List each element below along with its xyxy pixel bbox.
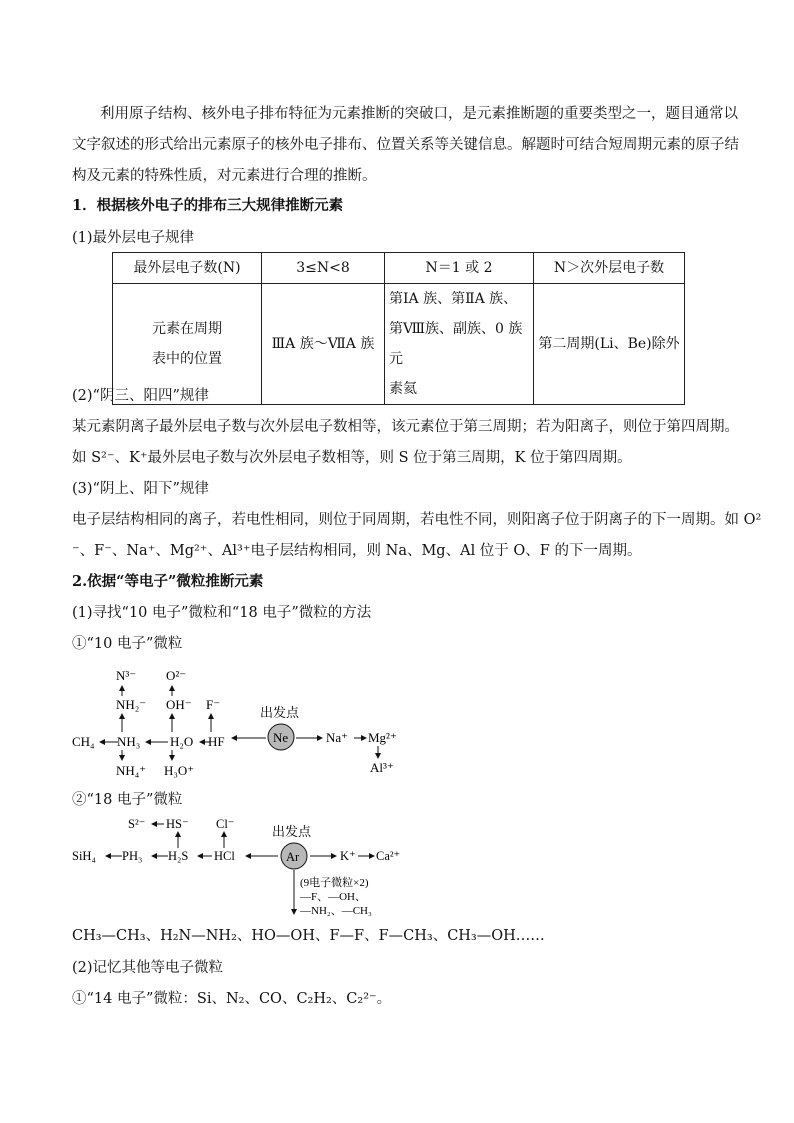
- na-label: Na⁺: [326, 730, 349, 745]
- sub2-text-2: 如 S²⁻、K⁺最外层电子数与次外层电子数相等，则 S 位于第三周期，K 位于第四周期。: [72, 450, 632, 466]
- ch4-label: CH₄: [72, 734, 95, 749]
- cell2-line2: 第Ⅷ族、副族、0 族元: [389, 321, 523, 367]
- table-header-col2: N＝1 或 2: [385, 253, 534, 284]
- label-18-electron: ②“18 电子”微粒: [72, 792, 183, 808]
- label-14-electron: ①“14 电子”微粒：Si、N₂、CO、C₂H₂、C₂²⁻。: [72, 991, 392, 1007]
- ten-electron-diagram: [60, 660, 420, 780]
- nh2-label: NH₂⁻: [116, 697, 147, 712]
- h3o-label: H₃O⁺: [164, 763, 195, 778]
- hs-label: HS⁻: [166, 817, 189, 831]
- section2-sub2: (2)记忆其他等电子微粒: [72, 960, 224, 976]
- h2s-label: H₂S: [168, 849, 189, 863]
- table-cell-1: ⅢA 族～ⅦA 族: [262, 284, 385, 405]
- table-header-col3: N＞次外层电子数: [534, 253, 685, 284]
- section1-sub2: (2)“阴三、阳四”规律: [72, 388, 209, 404]
- s2-label: S²⁻: [128, 817, 146, 831]
- note-groups-2: —NH₂、—CH₃: [300, 905, 372, 917]
- start-label-18: 出发点: [272, 824, 312, 839]
- table-cell-3: 第二周期(Li、Be)除外: [534, 284, 685, 405]
- table-header-label: 最外层电子数(N): [113, 253, 262, 284]
- sub3-text-1: 电子层结构相同的离子，若电性相同，则位于同周期，若电性不同，则阳离子位于阴离子的下一周期。如 O²: [72, 512, 762, 528]
- cell2-line3: 素氦: [389, 381, 417, 397]
- section2-heading: 2.依据“等电子”微粒推断元素: [72, 573, 264, 590]
- oh-label: OH⁻: [166, 697, 192, 712]
- label-10-electron: ①“10 电子”微粒: [72, 636, 183, 652]
- intro-line-1: 利用原子结构、核外电子排布特征为元素推断的突破口，是元素推断题的重要类型之一，题目通常以: [100, 106, 738, 122]
- ca-label: Ca²⁺: [376, 849, 401, 863]
- note-groups-1: —F、—OH、: [300, 891, 367, 903]
- examples-18: CH₃—CH₃、H₂N—NH₂、HO—OH、F—F、F—CH₃、CH₃—OH……: [72, 928, 545, 944]
- ph3-label: PH₃: [122, 849, 143, 863]
- intro-line-3: 构及元素的特殊性质，对元素进行合理的推断。: [72, 168, 377, 184]
- table-header-col1: 3≤N<8: [262, 253, 385, 284]
- cl-label: Cl⁻: [216, 817, 235, 831]
- nh4-label: NH₄⁺: [116, 763, 147, 778]
- o2-label: O²⁻: [166, 668, 187, 683]
- h2o-label: H₂O: [170, 734, 194, 749]
- section1-sub3: (3)“阴上、阳下”规律: [72, 481, 209, 497]
- sih4-label: SiH₄: [72, 849, 96, 863]
- start-label-10: 出发点: [260, 705, 300, 720]
- note-9electron: (9电子微粒×2): [300, 877, 369, 889]
- hcl-label: HCl: [214, 849, 235, 863]
- f-label: F⁻: [206, 697, 221, 712]
- ne-label: Ne: [273, 730, 289, 745]
- k-label: K⁺: [340, 849, 356, 863]
- eighteen-electron-diagram: [66, 814, 426, 918]
- section1-sub1: (1)最外层电子规律: [72, 230, 195, 246]
- section2-sub1: (1)寻找“10 电子”微粒和“18 电子”微粒的方法: [72, 605, 372, 621]
- n3-label: N³⁻: [116, 668, 137, 683]
- cell2-line1: 第ⅠA 族、第ⅡA 族、: [389, 291, 518, 307]
- hf-label: HF: [208, 734, 225, 749]
- outer-electron-rule-table: [112, 252, 685, 405]
- sub3-text-2: ⁻、F⁻、Na⁺、Mg²⁺、Al³⁺电子层结构相同，则 Na、Mg、Al 位于 O、F 的下一周期。: [72, 543, 642, 559]
- section1-heading: 1．根据核外电子的排布三大规律推断元素: [72, 197, 344, 214]
- intro-line-2: 文字叙述的形式给出元素原子的核外电子排布、位置关系等关键信息。解题时可结合短周期元素的原子结: [72, 137, 739, 153]
- row-label-line1: 元素在周期: [152, 321, 222, 337]
- row-label-line2: 表中的位置: [152, 351, 222, 367]
- al-label: Al³⁺: [370, 760, 394, 775]
- ar-label: Ar: [286, 850, 300, 864]
- nh3-label: NH₃: [117, 734, 141, 749]
- mg-label: Mg²⁺: [368, 730, 397, 745]
- sub2-text-1: 某元素阴离子最外层电子数与次外层电子数相等，该元素位于第三周期；若为阳离子，则位于第四周期。: [72, 419, 739, 435]
